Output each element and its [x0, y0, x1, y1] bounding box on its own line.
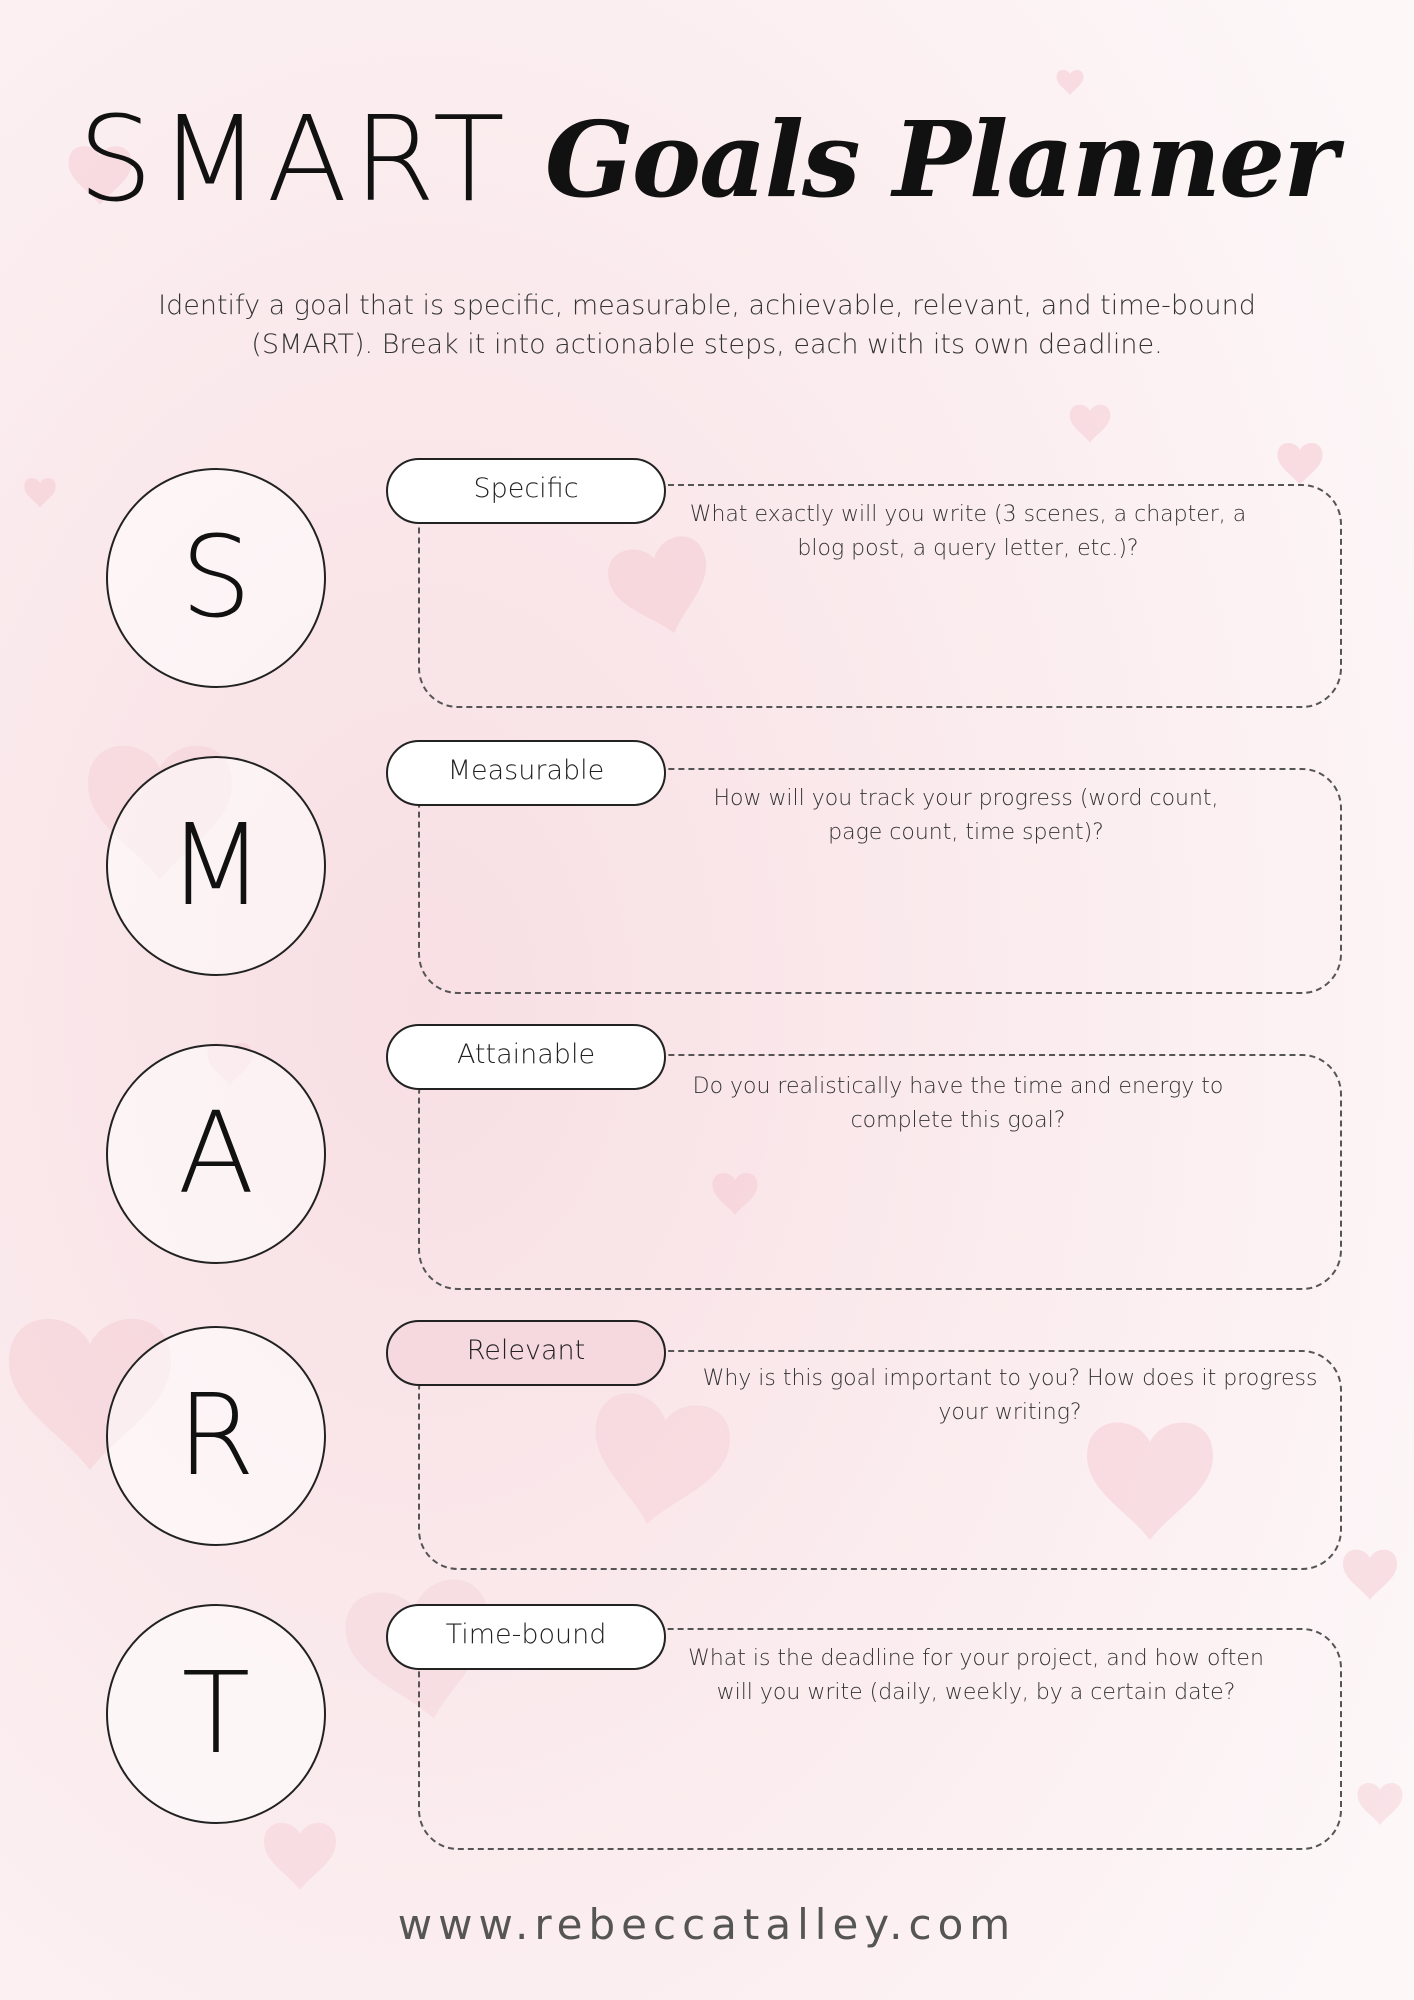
section-measurable [0, 740, 1414, 1000]
section-prompt: Do you realistically have the time and energy to complete this goal? [692, 1074, 1224, 1133]
section-prompt: Why is this goal important to you? How does it progress your writing? [702, 1366, 1318, 1425]
section-label: Measurable [386, 740, 666, 806]
section-attainable [0, 1024, 1414, 1284]
page-title [0, 90, 1414, 260]
letter-circle: R [106, 1326, 326, 1546]
section-label: Attainable [386, 1024, 666, 1090]
title-smart: SMART [77, 90, 511, 228]
section-relevant [0, 1320, 1414, 1580]
letter-circle: M [106, 756, 326, 976]
section-prompt: What exactly will you write (3 scenes, a chapter, a blog post, a query letter, etc.)? [689, 502, 1247, 561]
section-time-bound [0, 1604, 1414, 1864]
website-footer: www.rebeccatalley.com [397, 1900, 1017, 1949]
section-specific [0, 458, 1414, 718]
section-label: Relevant [386, 1320, 666, 1386]
section-label: Specific [386, 458, 666, 524]
letter-circle: S [106, 468, 326, 688]
section-prompt: How will you track your progress (word count, page count, time spent)? [713, 786, 1219, 845]
letter-circle: T [106, 1604, 326, 1824]
letter-circle: A [106, 1044, 326, 1264]
title-goals-planner: Goals Planner [544, 97, 1337, 221]
section-prompt: What is the deadline for your project, and how often will you write (daily, weekly, by a certain date? [688, 1646, 1264, 1705]
section-label: Time-bound [386, 1604, 666, 1670]
intro-text: Identify a goal that is specific, measurable, achievable, relevant, and time-bound (SMART). Break it into actionable steps, each with its own deadline. [158, 290, 1256, 360]
